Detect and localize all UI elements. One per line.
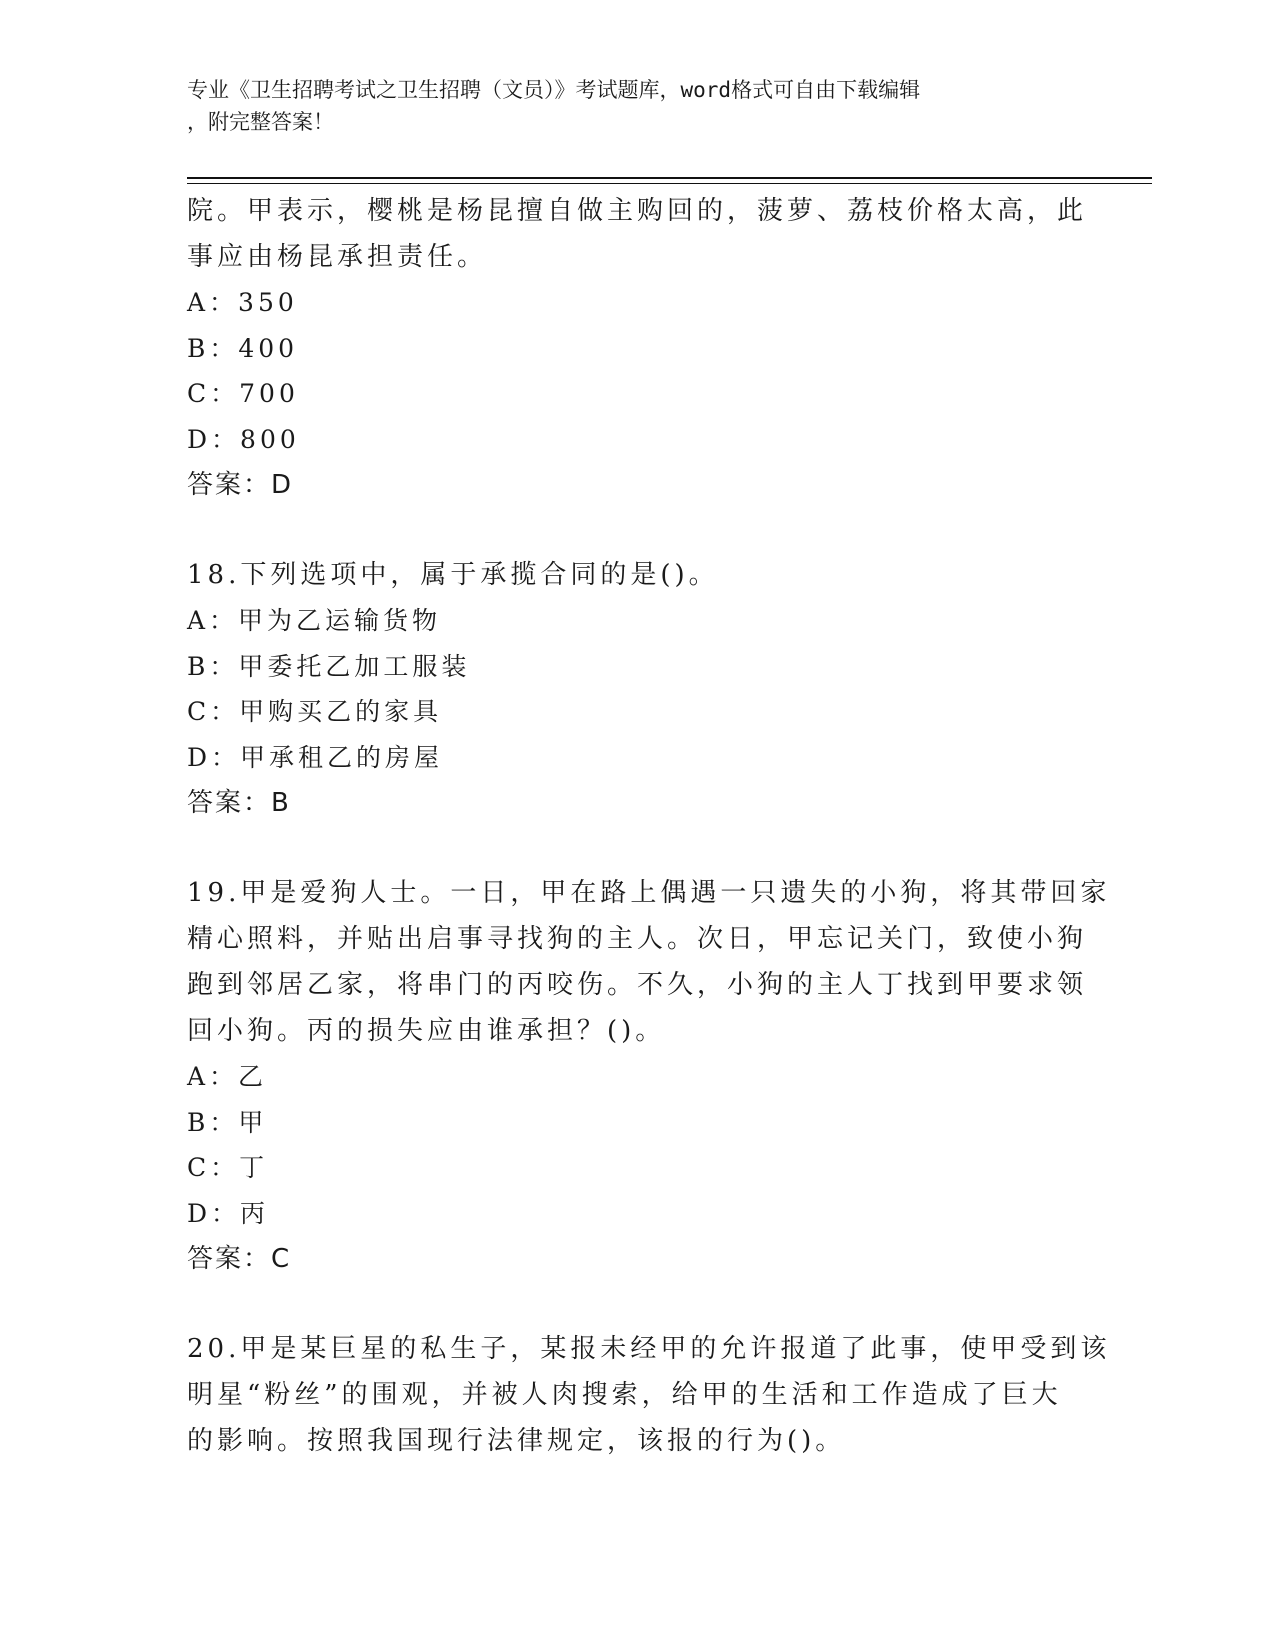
header-title-line-1: 专业《卫生招聘考试之卫生招聘（文员）》考试题库，word格式可自由下载编辑 — [187, 78, 921, 102]
question-stem-line: 院。甲表示，樱桃是杨昆擅自做主购回的，菠萝、荔枝价格太高，此 — [187, 196, 1088, 226]
question-stem-line: 回小狗。丙的损失应由谁承担？()。 — [187, 1016, 666, 1046]
option-a: A：350 — [187, 288, 298, 317]
question-stem-line: 18.下列选项中，属于承揽合同的是()。 — [187, 560, 719, 590]
option-c: C：700 — [187, 379, 299, 408]
question-17-continuation — [187, 188, 1087, 508]
question-18 — [187, 552, 1087, 826]
option-a: A：甲为乙运输货物 — [187, 606, 442, 635]
document-body — [187, 188, 1111, 1464]
option-d: D：丙 — [187, 1198, 270, 1228]
question-stem-line: 跑到邻居乙家，将串门的丙咬伤。不久，小狗的主人丁找到甲要求领 — [187, 970, 1088, 1000]
question-stem-line: 19.甲是爱狗人士。一日，甲在路上偶遇一只遗失的小狗，将其带回家 — [187, 878, 1111, 908]
answer-line: 答案：B — [187, 788, 291, 818]
option-b: B：甲委托乙加工服装 — [187, 651, 471, 681]
question-stem-line: 的影响。按照我国现行法律规定，该报的行为()。 — [187, 1426, 846, 1456]
option-b: B：400 — [187, 333, 299, 363]
answer-line: 答案：C — [187, 1244, 292, 1274]
question-stem-line: 事应由杨昆承担责任。 — [187, 242, 488, 272]
question-19 — [187, 870, 1111, 1282]
header-title-line-2: ，附完整答案！ — [187, 110, 334, 134]
option-b: B：甲 — [187, 1107, 268, 1137]
option-a: A：乙 — [187, 1062, 268, 1091]
page-header — [187, 74, 1087, 138]
option-c: C：甲购买乙的家具 — [187, 697, 443, 726]
answer-line: 答案：D — [187, 470, 294, 500]
option-c: C：丁 — [187, 1153, 269, 1182]
header-divider-thin — [187, 183, 1152, 184]
option-d: D：甲承租乙的房屋 — [187, 742, 444, 772]
option-d: D：800 — [187, 424, 300, 454]
header-divider-thick — [187, 177, 1152, 179]
question-stem-line: 明星“粉丝”的围观，并被人肉搜索，给甲的生活和工作造成了巨大 — [187, 1380, 1062, 1410]
question-stem-line: 精心照料，并贴出启事寻找狗的主人。次日，甲忘记关门，致使小狗 — [187, 924, 1088, 954]
question-20 — [187, 1326, 1111, 1464]
question-stem-line: 20.甲是某巨星的私生子，某报未经甲的允许报道了此事，使甲受到该 — [187, 1334, 1111, 1364]
